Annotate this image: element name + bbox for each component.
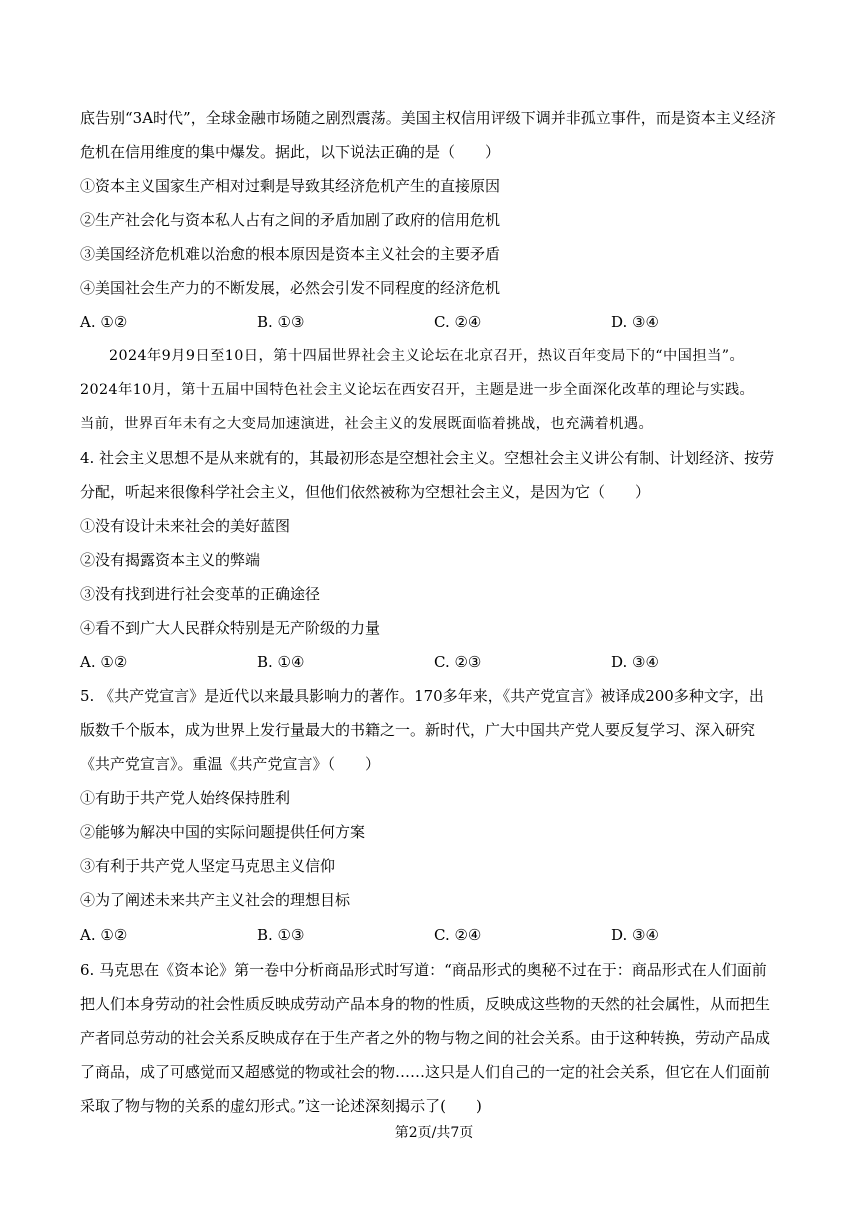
option-d: D. ③④: [611, 653, 659, 671]
question-text: 把人们本身劳动的社会性质反映成劳动产品本身的物的性质，反映成这些物的天然的社会属性，从而把生: [80, 995, 771, 1013]
statement-item: ①有助于共产党人始终保持胜利: [80, 789, 291, 807]
question-text: 版数千个版本，成为世界上发行量最大的书籍之一。新时代，广大中国共产党人要反复学习、深入研究: [80, 721, 756, 739]
question-text: 采取了物与物的关系的虚幻形式。”这一论述深刻揭示了( ): [80, 1097, 482, 1115]
statement-item: ②没有揭露资本主义的弊端: [80, 551, 261, 569]
option-b: B. ①③: [257, 313, 305, 331]
question-text: 5. 《共产党宣言》是近代以来最具影响力的著作。170多年来，《共产党宣言》被译成200多种文字，出: [80, 687, 764, 705]
statement-item: ③有利于共产党人坚定马克思主义信仰: [80, 857, 336, 875]
question-text: 危机在信用维度的集中爆发。据此，以下说法正确的是（ ）: [80, 143, 501, 161]
statement-item: ②生产社会化与资本私人占有之间的矛盾加剧了政府的信用危机: [80, 211, 501, 229]
statement-item: ②能够为解决中国的实际问题提供任何方案: [80, 823, 366, 841]
material-text: 2024年10月，第十五届中国特色社会主义论坛在西安召开，主题是进一步全面深化改革的理论与实践。: [80, 382, 755, 398]
option-a: A. ①②: [80, 926, 128, 944]
statement-item: ④美国社会生产力的不断发展，必然会引发不同程度的经济危机: [80, 279, 501, 297]
option-a: A. ①②: [80, 653, 128, 671]
statement-item: ①资本主义国家生产相对过剩是导致其经济危机产生的直接原因: [80, 177, 501, 195]
option-b: B. ①④: [257, 653, 305, 671]
statement-item: ④看不到广大人民群众特别是无产阶级的力量: [80, 619, 381, 637]
option-a: A. ①②: [80, 313, 128, 331]
statement-item: ③没有找到进行社会变革的正确途径: [80, 585, 321, 603]
statement-item: ①没有设计未来社会的美好蓝图: [80, 517, 291, 535]
option-d: D. ③④: [611, 926, 659, 944]
question-text: 产者同总劳动的社会关系反映成存在于生产者之外的物与物之间的社会关系。由于这种转换，劳动产品成: [80, 1029, 771, 1047]
question-text: 底告别“3A时代”，全球金融市场随之剧烈震荡。美国主权信用评级下调并非孤立事件，而是资本主义经济: [80, 109, 776, 127]
question-text: 了商品，成了可感觉而又超感觉的物或社会的物……这只是人们自己的一定的社会关系，但它在人们面前: [80, 1063, 771, 1081]
question-text: 6. 马克思在《资本论》第一卷中分析商品形式时写道：“商品形式的奥秘不过在于：商品形式在人们面前: [80, 961, 767, 979]
material-text: 当前，世界百年未有之大变局加速演进，社会主义的发展既面临着挑战，也充满着机遇。: [80, 416, 654, 432]
option-c: C. ②④: [434, 926, 482, 944]
option-b: B. ①③: [257, 926, 305, 944]
material-text: 2024年9月9日至10日，第十四届世界社会主义论坛在北京召开，热议百年变局下的“中国担当”。: [109, 348, 745, 364]
statement-item: ④为了阐述未来共产主义社会的理想目标: [80, 891, 351, 909]
option-c: C. ②④: [434, 313, 482, 331]
question-text: 分配，听起来很像科学社会主义，但他们依然被称为空想社会主义，是因为它（ ）: [80, 483, 651, 501]
statement-item: ③美国经济危机难以治愈的根本原因是资本主义社会的主要矛盾: [80, 245, 501, 263]
option-c: C. ②③: [434, 653, 482, 671]
page-footer: 第2页/共7页: [394, 1125, 474, 1141]
question-text: 4. 社会主义思想不是从来就有的，其最初形态是空想社会主义。空想社会主义讲公有制、计划经济、按劳: [80, 449, 775, 467]
option-d: D. ③④: [611, 313, 659, 331]
question-text: 《共产党宣言》。重温《共产党宣言》（ ）: [80, 755, 381, 773]
